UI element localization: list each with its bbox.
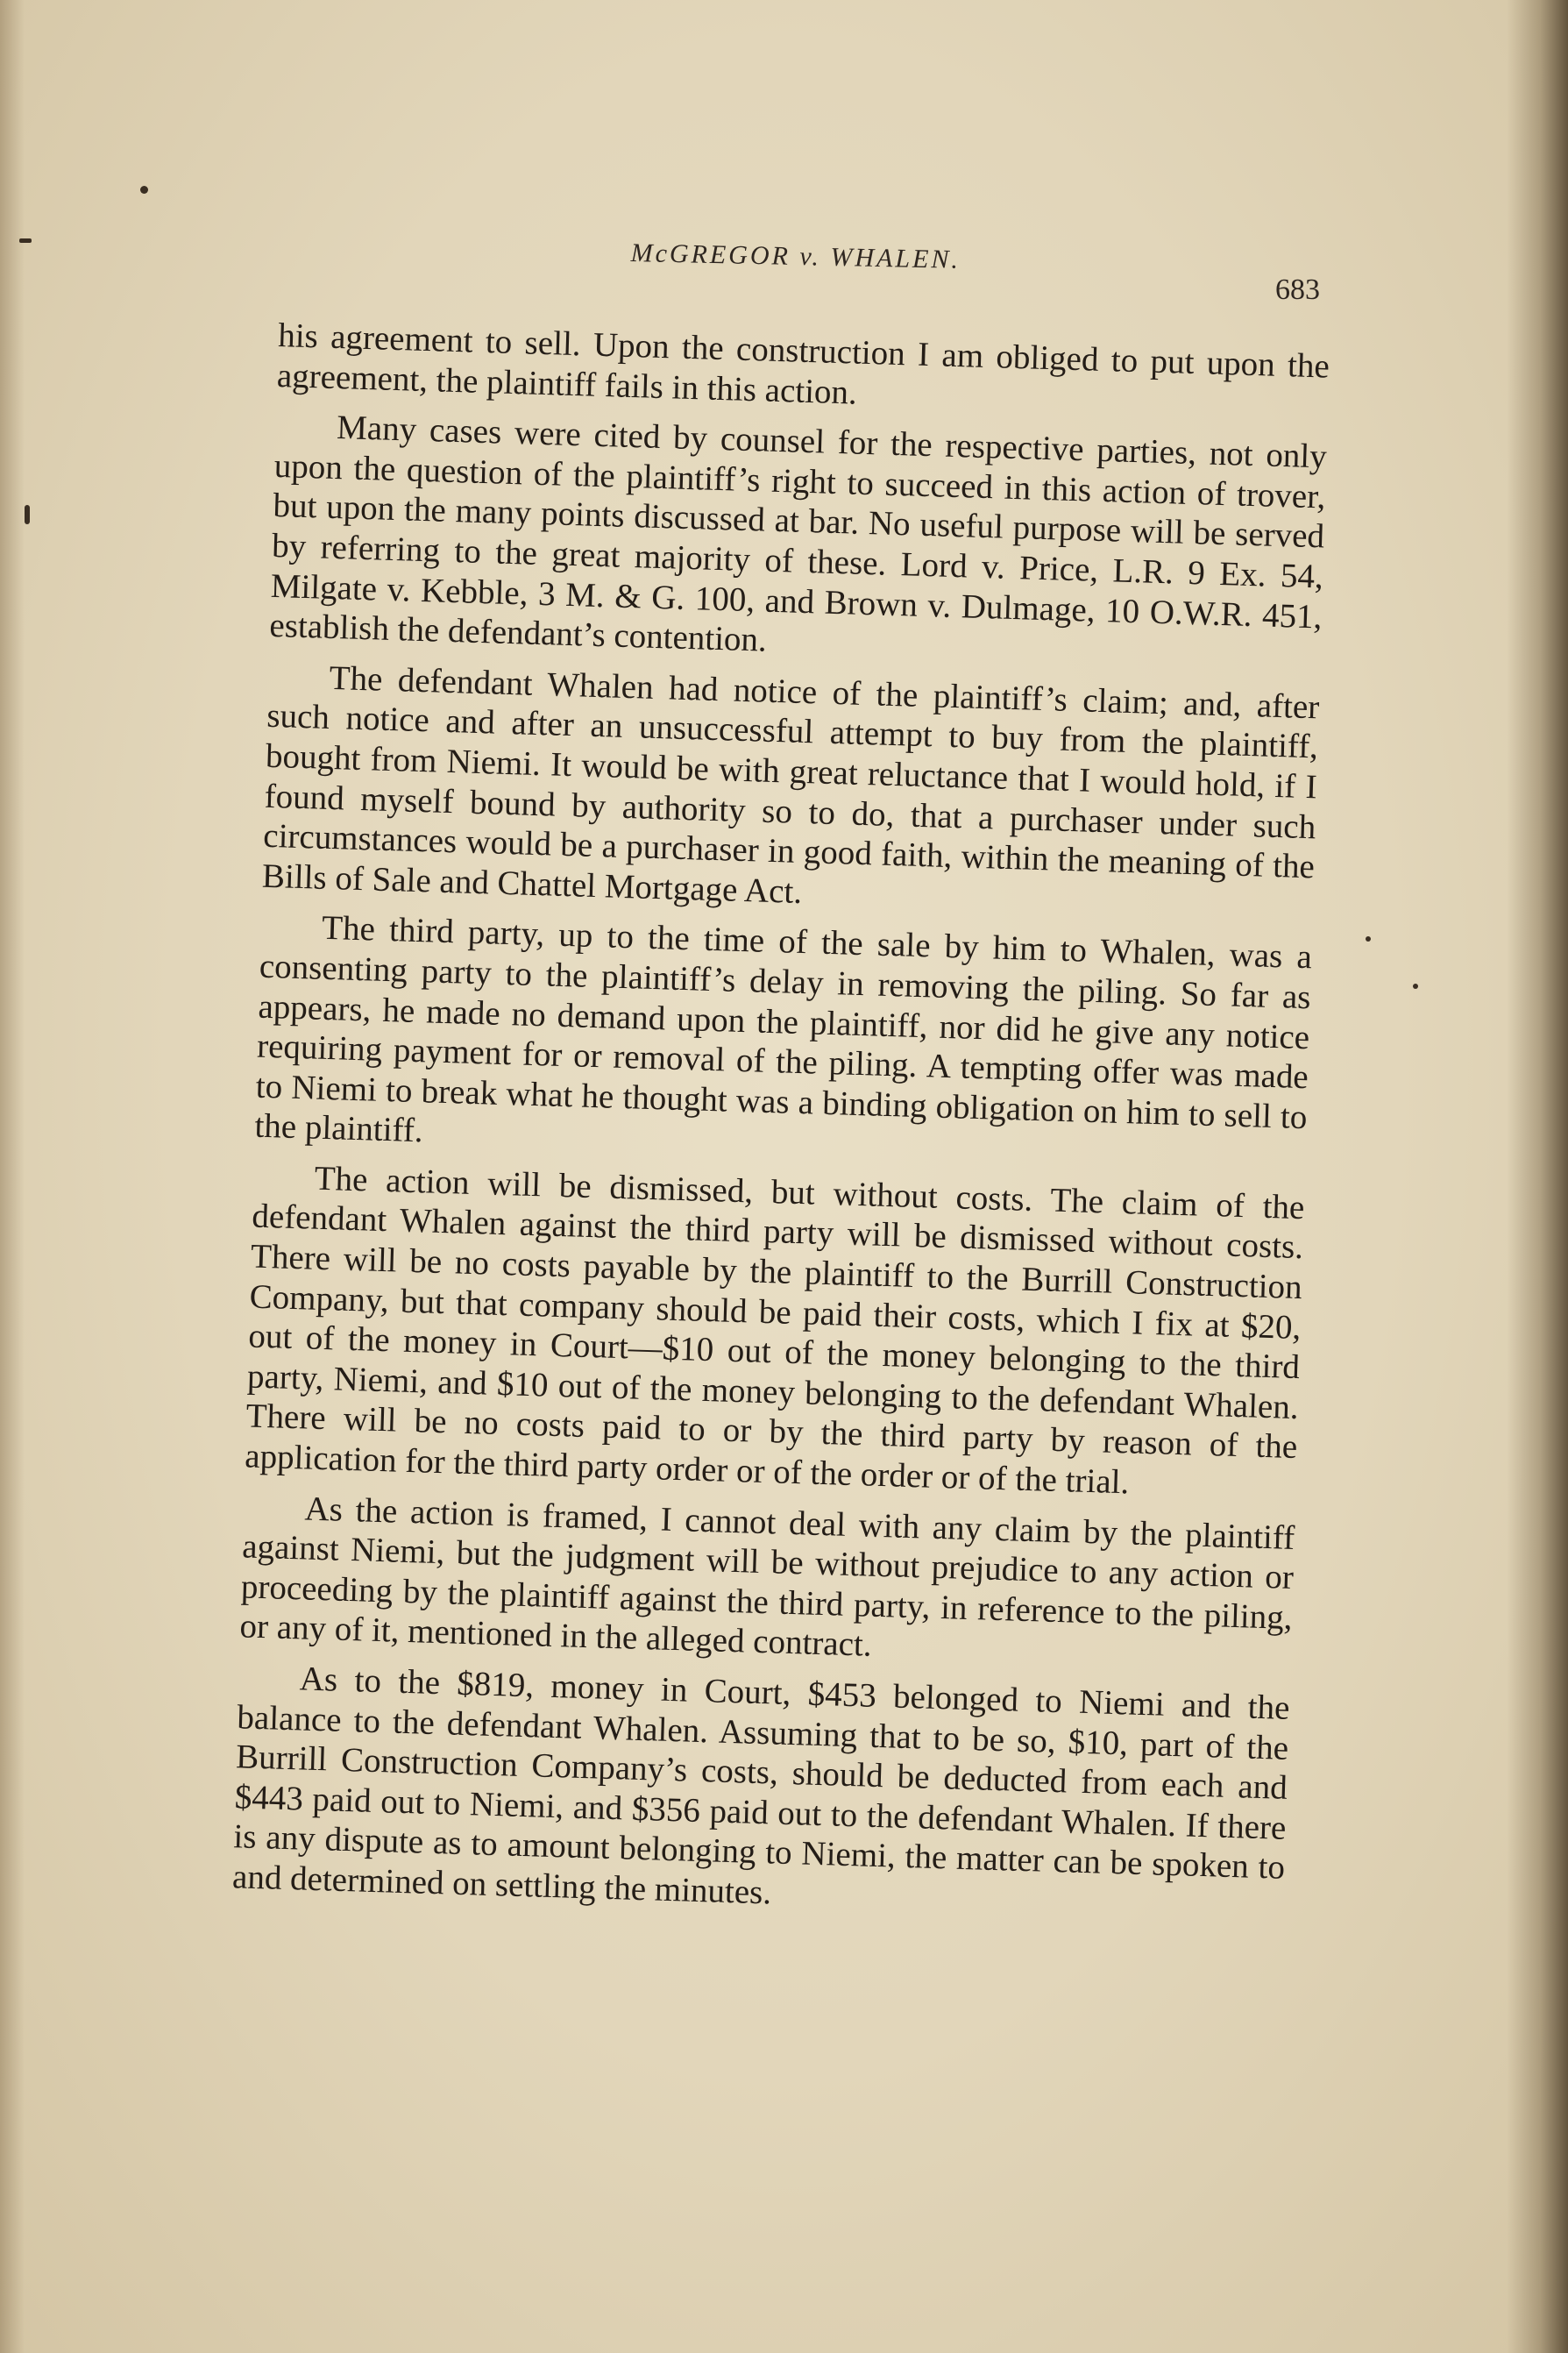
paragraph: As the action is framed, I cannot deal with any claim by the plaintiff against Niemi, but the judgment will be without prejudice to any action or proceeding by the plaintiff against the third party, in reference to the piling, or any of it, mentioned in the alleged contract. — [238, 1489, 1295, 1665]
running-head: McGREGOR v. WHALEN. — [630, 238, 961, 274]
paragraph: The third party, up to the time of the sale by him to Whalen, was a consenting party to the plaintiff’s delay in removing the piling. So far as appears, he made no demand upon the plaintiff, nor did he give any notice requiring payment for or removal of the piling. A tempting offer was made to Niemi to break what he thought was a binding obligation on him to sell to the plaintiff. — [253, 909, 1313, 1150]
ink-speck — [140, 186, 148, 194]
paragraph: As to the $819, money in Court, $453 belonged to Niemi and the balance to the defendant Whalen. Assuming that to be so, $10, part of the Burrill Construction Company’s costs, should be deducted from each and $443 paid out to Niemi, and $356 paid out to the defendant Whalen. If there is any dispute as to amount belonging to Niemi, the matter can be spoken to and determined on settling the minutes. — [231, 1660, 1291, 1912]
paragraph: Many cases were cited by counsel for the respective parties, not only upon the question of the plaintiff’s right to succeed in this action of trover, but upon the many points discussed at bar. No useful purpose will be served by referring to the great majority of these. Lord v. Price, L.R. 9 Ex. 54, Milgate v. Kebble, 3 M. & G. 100, and Brown v. Dulmage, 10 O.W.R. 451, establish the defendant’s contention. — [268, 409, 1328, 659]
ink-speck — [25, 505, 30, 524]
paragraph: The action will be dismissed, but without costs. The claim of the defendant Whalen against the third party will be dismissed without costs. There will be no costs payable by the plaintiff to the Burrill Construction Company, but that company should be paid their costs, which I fix at $20, out of the money in Court—$10 out of the money belonging to the third party, Niemi, and $10 out of the money belonging to the defendant Whalen. There will be no costs paid to or by the third party by reason of the application for the third party order or of the order or of the trial. — [244, 1159, 1305, 1502]
book-gutter-shadow — [1507, 0, 1568, 2353]
body-text — [231, 316, 1330, 1938]
ink-speck — [1366, 936, 1371, 942]
page-number: 683 — [1275, 274, 1320, 306]
ink-speck — [1413, 984, 1418, 989]
paragraph: his agreement to sell. Upon the construction I am obliged to put upon the agreement, the plaintiff fails in this action. — [276, 316, 1330, 412]
ink-speck — [19, 238, 32, 243]
page-left-edge-shading — [0, 0, 25, 2353]
paragraph: The defendant Whalen had notice of the plaintiff’s claim; and, after such notice and after an unsuccessful attempt to buy from the plaintiff, bought from Niemi. It would be with great reluctance that I would hold, if I found myself bound by authority so to do, that a purchaser under such circumstances would be a purchaser in good faith, within the meaning of the Bills of Sale and Chattel Mortgage Act. — [261, 658, 1320, 911]
